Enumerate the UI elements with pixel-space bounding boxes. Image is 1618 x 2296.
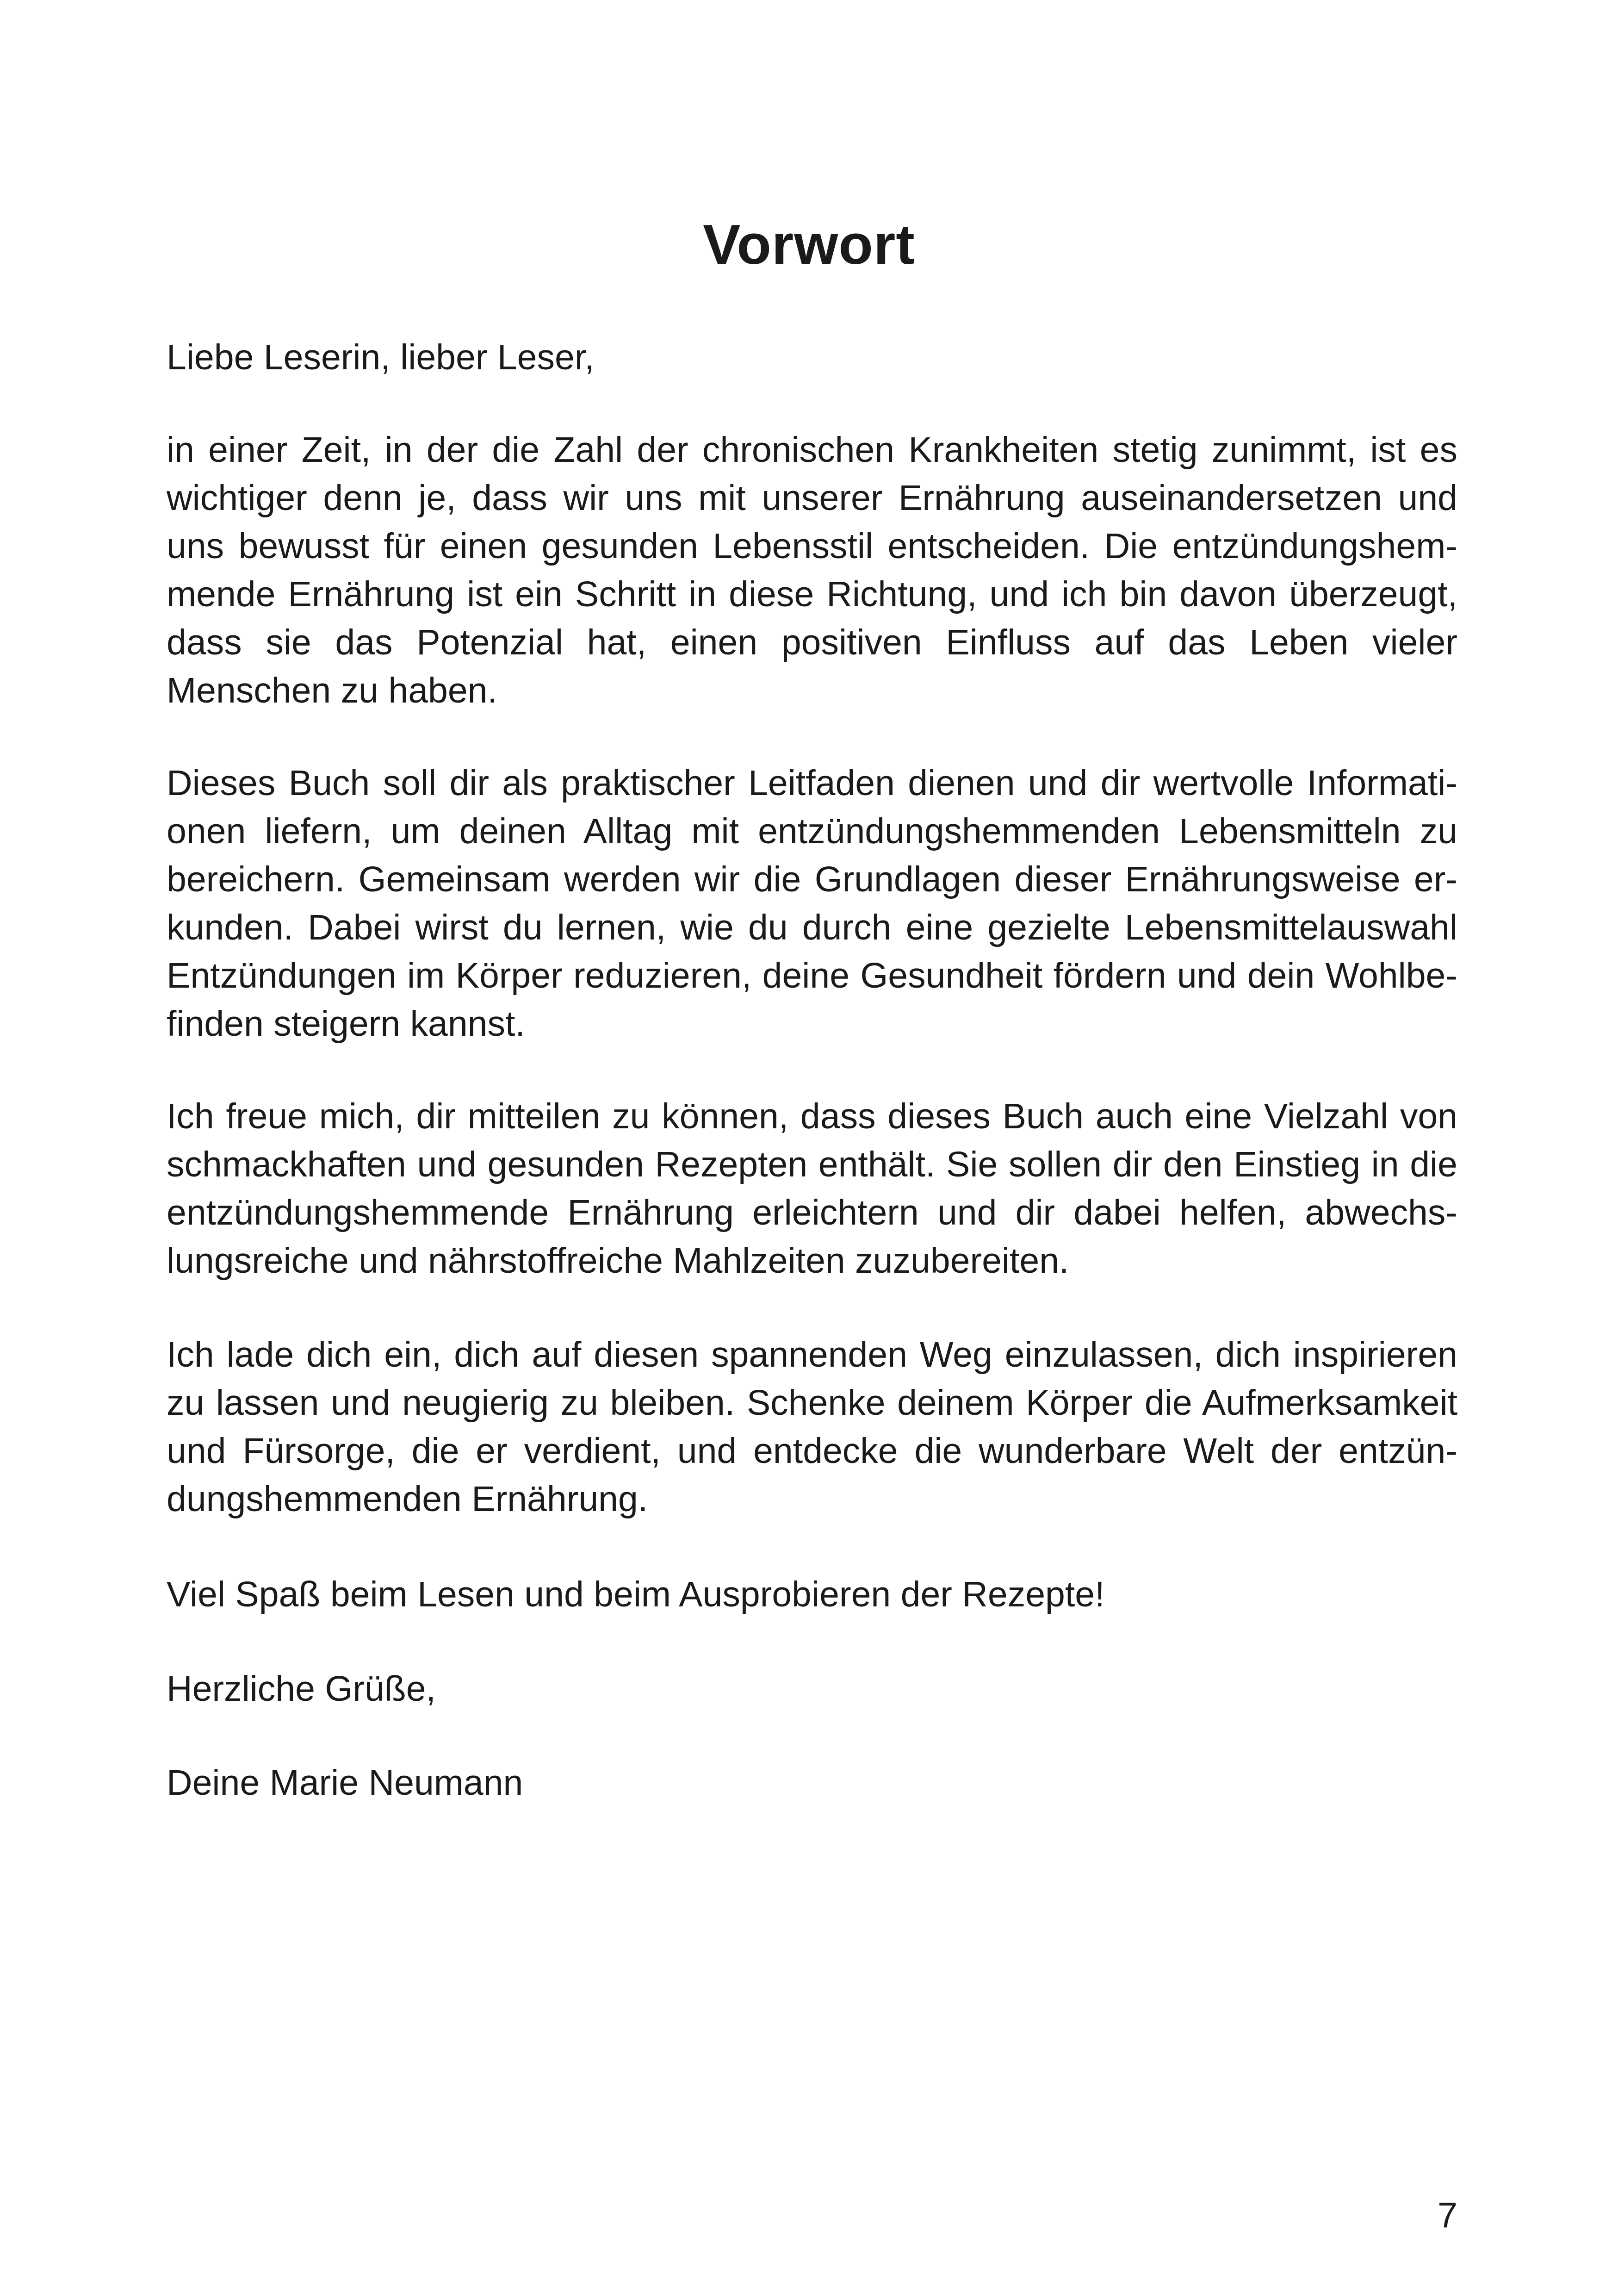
closing-line	[167, 1570, 1457, 1618]
paragraph-text: in einer Zeit, in der die Zahl der chronischen Krankheiten stetig zunimmt, ist es wichtiger denn je, dass wir uns mit unserer Ernährung auseinandersetzen und uns bewusst für einen gesunden Lebensstil entscheiden. Die entzündungshemmende Ernährung ist ein Schritt in diese Richtung, und ich bin davon überzeugt, dass sie das Potenzial hat, einen positiven Einfluss auf das Leben vieler Menschen zu haben.	[167, 430, 1457, 710]
page-title: Vorwort	[703, 213, 915, 276]
regards-text: Herzliche Grüße,	[167, 1669, 436, 1709]
regards	[167, 1665, 1457, 1713]
paragraph-text: Dieses Buch soll dir als praktischer Leitfaden dienen und dir wertvolle Informationen liefern, um deinen Alltag mit entzündungshemmenden Lebensmitteln zu bereichern. Gemeinsam werden wir die Grundlagen dieser Ernährungsweise erkunden. Dabei wirst du lernen, wie du durch eine gezielte Lebensmittelauswahl Entzündungen im Körper reduzieren, deine Gesundheit fördern und dein Wohlbefinden steigern kannst.	[167, 763, 1457, 1044]
greeting-text: Liebe Leserin, lieber Leser,	[167, 337, 595, 377]
signature	[167, 1759, 1457, 1807]
greeting	[167, 333, 1457, 381]
paragraph-4	[167, 1331, 1457, 1523]
paragraph-text: Ich lade dich ein, dich auf diesen spannenden Weg einzulassen, dich inspirieren zu lassen und neugierig zu bleiben. Schenke deinem Körper die Aufmerksamkeit und Fürsorge, die er verdient, und entdecke die wunderbare Welt der entzündungshemmenden Ernährung.	[167, 1335, 1457, 1519]
closing-line-text: Viel Spaß beim Lesen und beim Ausprobieren der Rezepte!	[167, 1574, 1105, 1614]
paragraph-text: Ich freue mich, dir mitteilen zu können, dass dieses Buch auch eine Vielzahl von schmackhaften und gesunden Rezepten enthält. Sie sollen dir den Einstieg in die entzündungshemmende Ernährung erleichtern und dir dabei helfen, abwechslungsreiche und nährstoffreiche Mahlzeiten zuzubereiten.	[167, 1096, 1457, 1281]
paragraph-3	[167, 1092, 1457, 1285]
paragraph-1	[167, 426, 1457, 715]
signature-text: Deine Marie Neumann	[167, 1763, 523, 1803]
paragraph-2	[167, 759, 1457, 1048]
page-number: 7	[1438, 2196, 1457, 2235]
